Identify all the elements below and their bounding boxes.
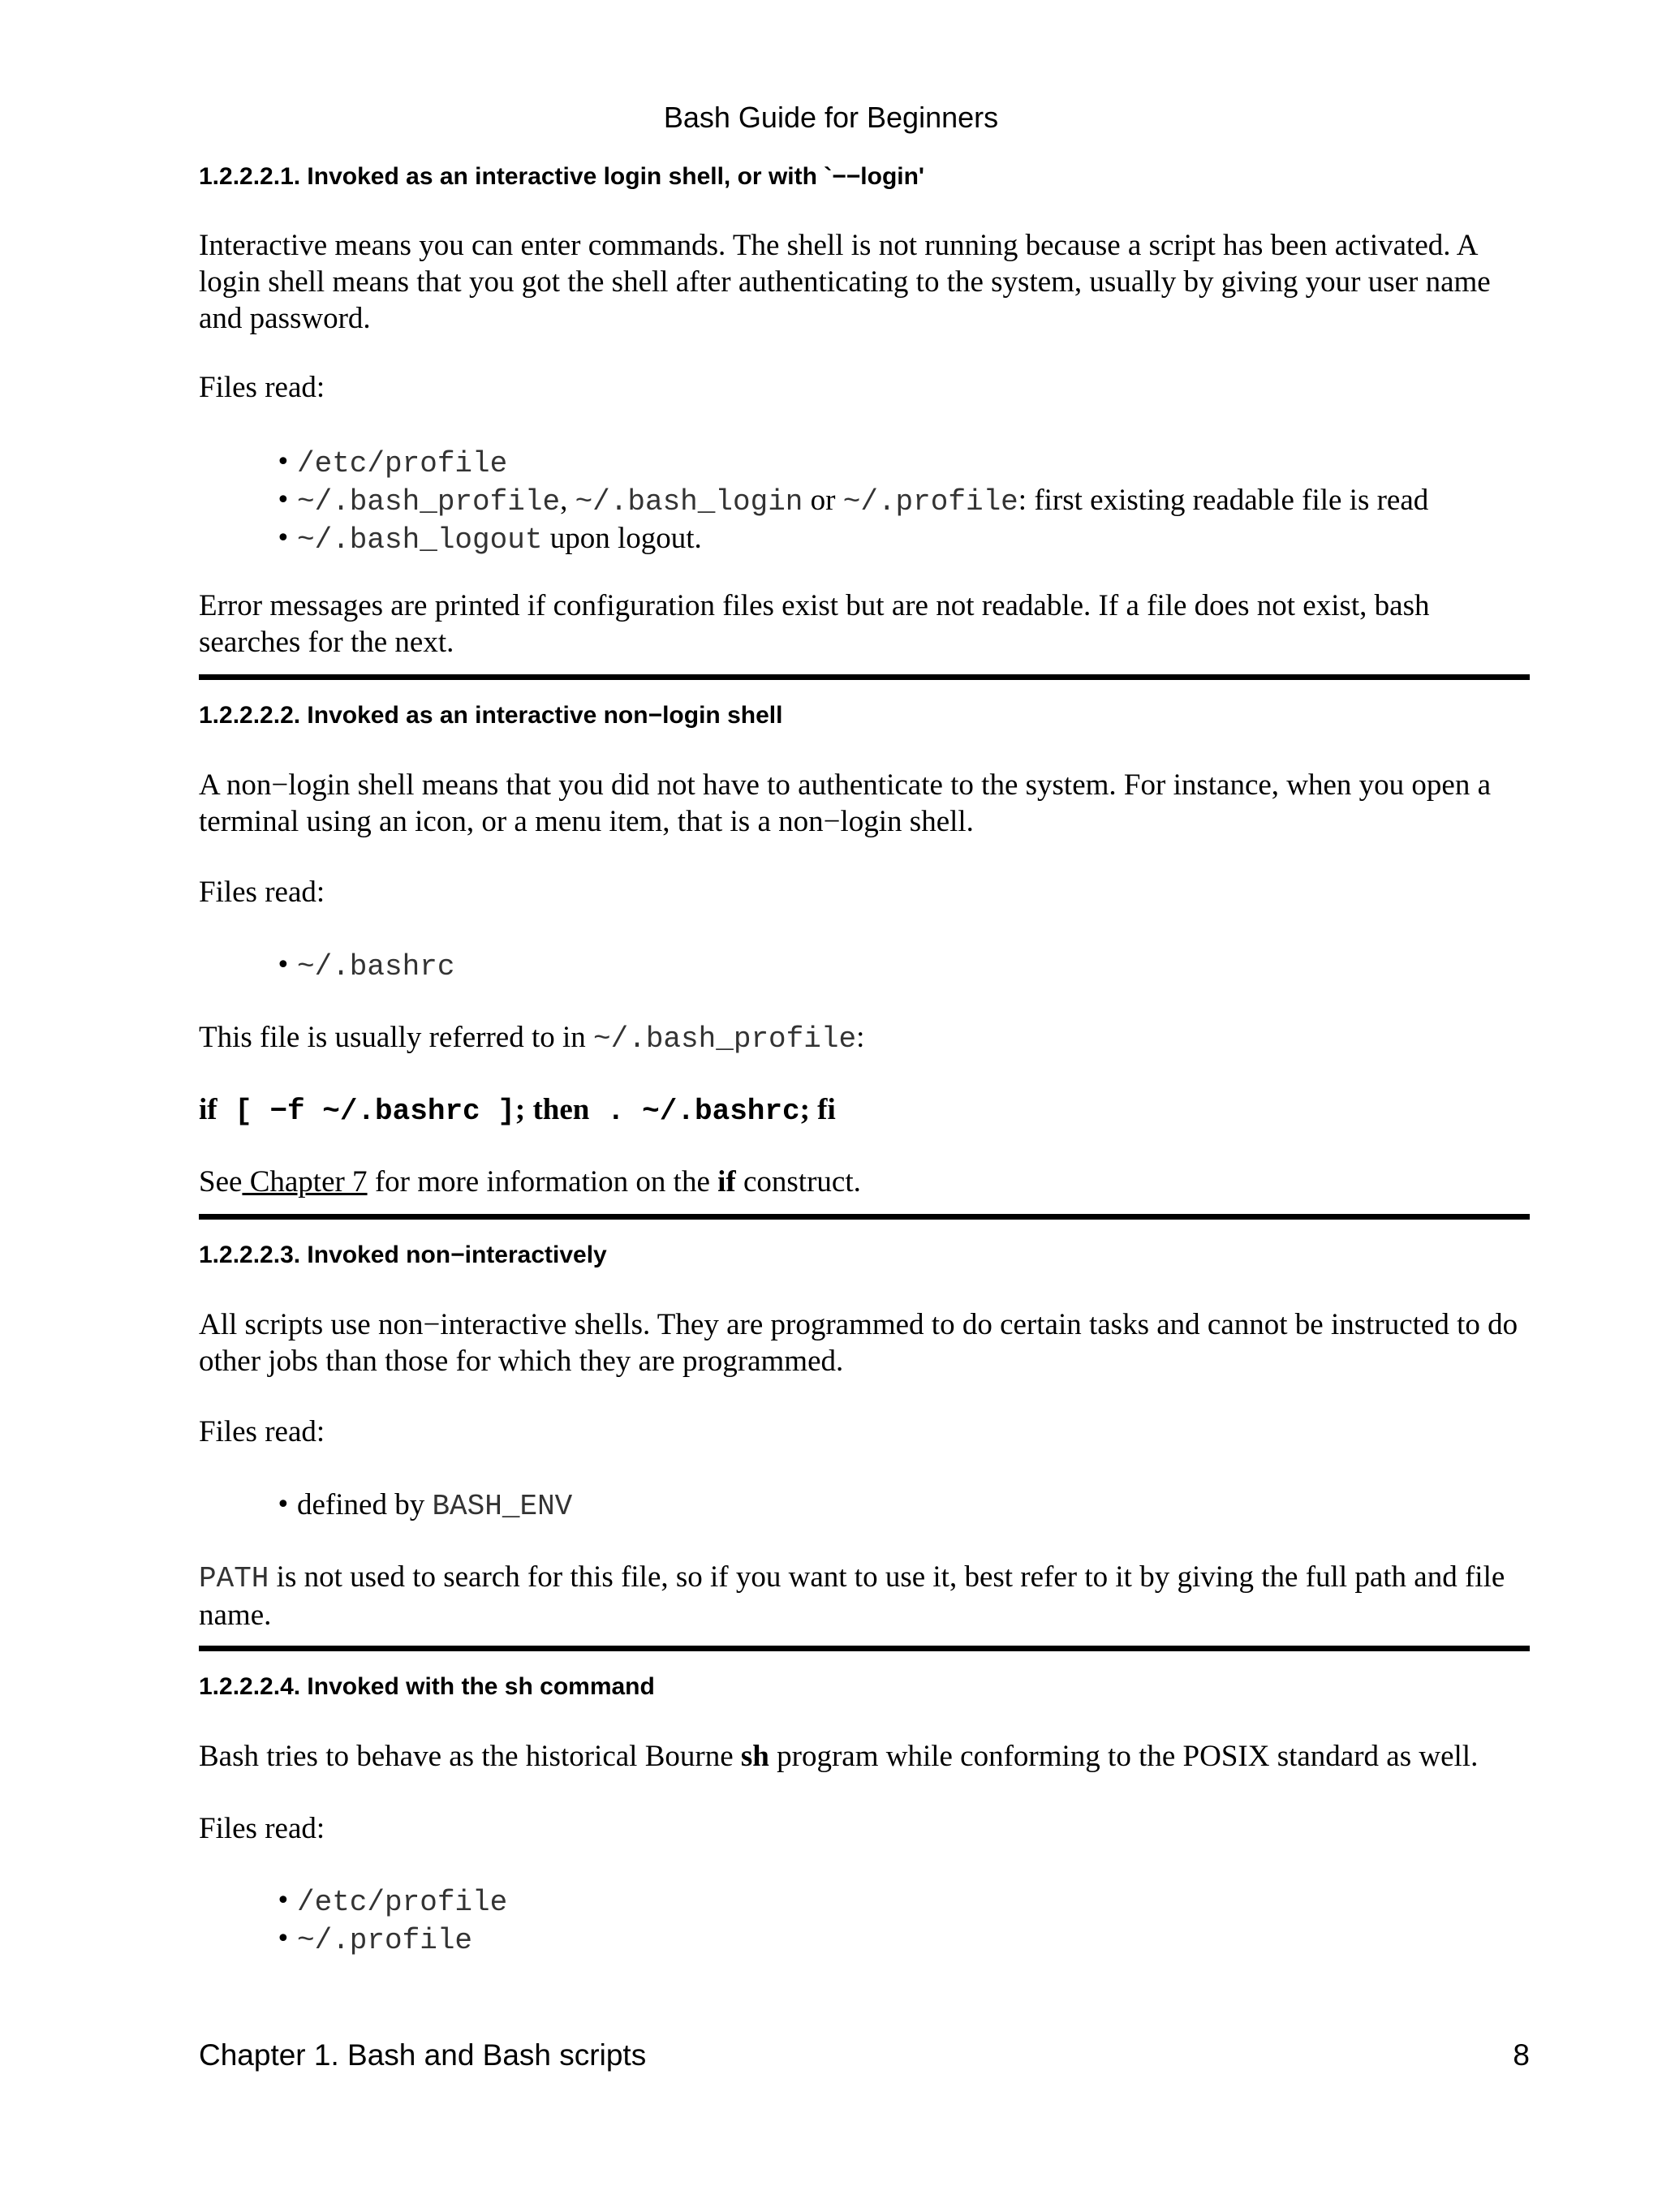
section-title-1: 1.2.2.2.1. Invoked as an interactive login shell, or with `−−login' <box>199 163 925 190</box>
file-path: ~/.bash_login <box>575 485 803 519</box>
section-divider <box>199 1214 1530 1220</box>
file-path: /etc/profile <box>297 1886 508 1919</box>
section-4-files-list <box>276 1883 507 1959</box>
page-footer <box>199 2035 1530 2076</box>
intro-text: program while conforming to the POSIX standard as well. <box>769 1740 1479 1773</box>
separator-text: , <box>560 484 575 517</box>
intro-text: Bash tries to behave as the historical Bourne <box>199 1740 741 1773</box>
code-source: . ~/.bashrc <box>589 1095 800 1128</box>
section-3-files-list <box>276 1487 572 1525</box>
section-1-outro: Error messages are printed if configuration files exist but are not readable. If a file does not exist, bash searches for the next. <box>199 589 1430 659</box>
section-1-intro: Interactive means you can enter commands. The shell is not running because a script has been activated. A login shell means that you got the shell after authenticating to the system, usually by giving your user name and password. <box>199 229 1491 335</box>
list-item <box>276 520 1428 558</box>
reference-text: This file is usually referred to in <box>199 1021 594 1054</box>
section-title-3: 1.2.2.2.3. Invoked non−interactively <box>199 1242 607 1268</box>
file-path: ~/.profile <box>842 485 1018 519</box>
section-2-see-also <box>199 1164 1530 1200</box>
file-path: ~/.bash_profile <box>593 1022 857 1056</box>
page-number: 8 <box>1513 2038 1530 2072</box>
footer-chapter: Chapter 1. Bash and Bash scripts <box>199 2038 647 2072</box>
section-2-files-list <box>276 947 454 985</box>
list-item <box>276 482 1428 520</box>
keyword-if: if <box>717 1165 736 1199</box>
item-text: upon logout. <box>542 522 702 555</box>
section-3-intro: All scripts use non−interactive shells. They are programmed to do certain tasks and cannot be instructed to do other jobs than those for which they are programmed. <box>199 1308 1518 1378</box>
file-path: ~/.bashrc <box>297 950 455 983</box>
file-path: ~/.bash_profile <box>297 485 561 519</box>
reference-colon: : <box>856 1021 865 1054</box>
code-test: [ −f ~/.bashrc ] <box>217 1095 515 1128</box>
section-2-files-label: Files read: <box>199 876 325 909</box>
env-var: PATH <box>199 1562 269 1595</box>
running-header: Bash Guide for Beginners <box>663 101 999 134</box>
section-1-files-label: Files read: <box>199 371 325 404</box>
keyword-then: ; then <box>515 1093 590 1126</box>
section-4-files-label: Files read: <box>199 1812 325 1845</box>
chapter-7-link[interactable]: Chapter 7 <box>242 1165 368 1199</box>
section-title-2: 1.2.2.2.2. Invoked as an interactive non−login shell <box>199 702 783 729</box>
file-path: ~/.profile <box>297 1924 473 1957</box>
section-1-files-list <box>276 444 1428 558</box>
section-divider <box>199 674 1530 680</box>
section-4-intro <box>199 1738 1530 1775</box>
see-text: for more information on the <box>367 1165 718 1199</box>
code-example <box>199 1091 1530 1130</box>
section-3-path-note <box>199 1559 1530 1633</box>
section-3-files-label: Files read: <box>199 1415 325 1448</box>
item-text: : first existing readable file is read <box>1018 484 1429 517</box>
section-2-intro: A non−login shell means that you did not have to authenticate to the system. For instance, when you open a terminal using an icon, or a menu item, that is a non−login shell. <box>199 768 1492 838</box>
list-item <box>276 1883 507 1921</box>
list-item <box>276 1921 507 1959</box>
section-title-4: 1.2.2.2.4. Invoked with the sh command <box>199 1673 655 1700</box>
section-2-reference <box>199 1019 1530 1057</box>
section-divider <box>199 1646 1530 1651</box>
list-item <box>276 1487 572 1525</box>
see-text: construct. <box>735 1165 861 1199</box>
item-text: defined by <box>297 1488 433 1521</box>
keyword-if: if <box>199 1093 217 1126</box>
list-item <box>276 947 454 985</box>
file-path: /etc/profile <box>297 447 508 480</box>
see-text: See <box>199 1165 243 1199</box>
note-text: is not used to search for this file, so if you want to use it, best refer to it by giving the full path and file name. <box>199 1560 1505 1632</box>
list-item <box>276 444 1428 482</box>
env-var: BASH_ENV <box>432 1490 573 1523</box>
separator-text: or <box>803 484 843 517</box>
keyword-fi: ; fi <box>799 1093 836 1126</box>
command-name: sh <box>740 1740 769 1773</box>
file-path: ~/.bash_logout <box>297 523 543 557</box>
